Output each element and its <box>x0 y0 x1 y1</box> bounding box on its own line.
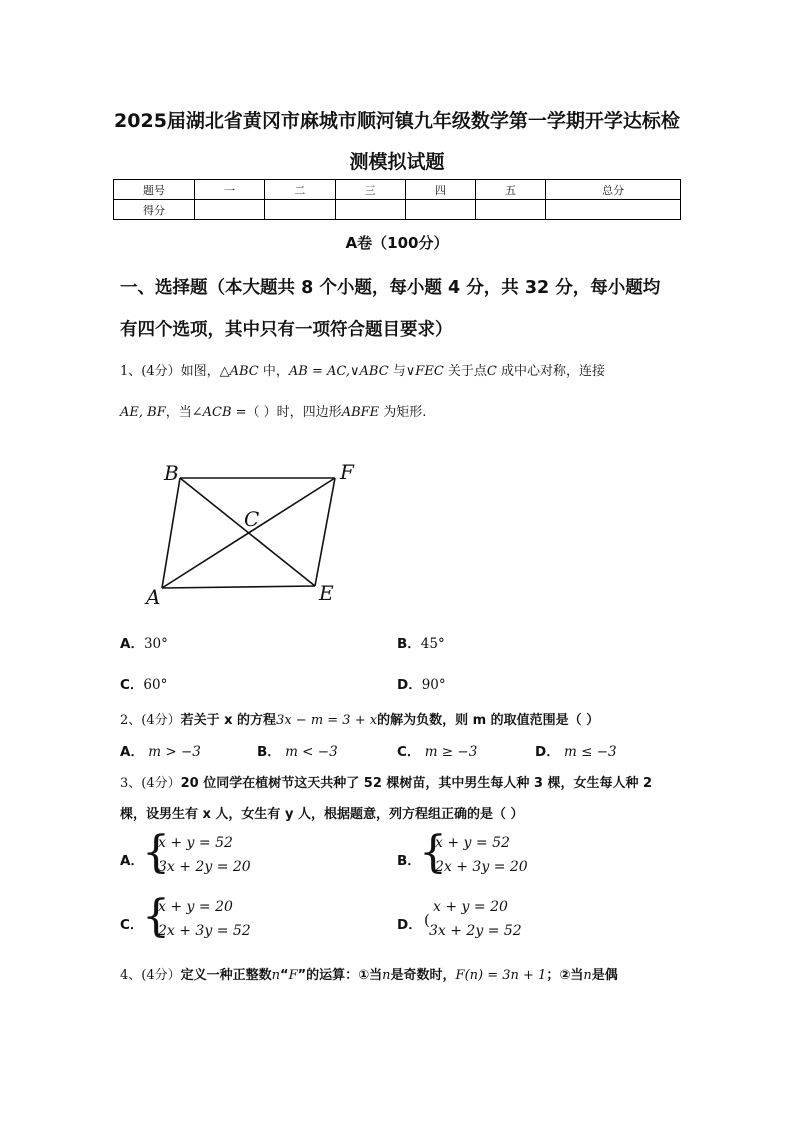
question-3-line1 <box>120 772 652 791</box>
left-brace: { <box>142 891 170 942</box>
q4-text: ；②当 <box>546 968 584 983</box>
q4-var: F <box>288 968 298 983</box>
score-cell[interactable] <box>546 200 681 220</box>
q1-text: 为矩形. <box>379 405 427 420</box>
segment-be <box>180 478 315 586</box>
left-brace: { <box>142 827 170 878</box>
part1-heading-line1: 一、选择题（本大题共 8 个小题，每小题 4 分，共 32 分，每小题均 <box>120 278 661 298</box>
label-e: E <box>319 581 334 605</box>
q1-point-c: C <box>486 364 497 379</box>
q1-condition: AB = AC,∨ABC <box>288 364 389 379</box>
question-1-line2 <box>120 401 426 420</box>
score-table-header-cell: 总分 <box>546 180 681 200</box>
question-3-line2: 棵，设男生有 x 人，女生有 y 人，根据题意，列方程组正确的是（ ） <box>120 807 524 822</box>
equation-1: x + y = 52 <box>435 835 510 851</box>
segment-fe <box>315 478 335 586</box>
score-table-header-cell: 四 <box>405 180 475 200</box>
q1-option-c[interactable] <box>120 673 167 693</box>
q1-text: 与 <box>388 364 406 379</box>
left-brace: { <box>419 827 447 878</box>
q1-option-d[interactable] <box>397 673 446 693</box>
equation-2: 3x + 2y = 20 <box>158 859 251 875</box>
q4-text: 是奇数时， <box>390 968 456 983</box>
score-cell[interactable] <box>195 200 265 220</box>
option-label: B． <box>397 853 421 869</box>
q1-quadrilateral: ABFE <box>341 405 380 420</box>
score-row-label: 得分 <box>114 200 195 220</box>
score-table-header-row <box>114 180 681 200</box>
score-cell[interactable] <box>476 200 546 220</box>
label-b: B <box>164 461 179 485</box>
q4-text: 是偶 <box>591 968 618 983</box>
option-value: 90° <box>421 677 446 693</box>
label-a: A <box>146 585 161 609</box>
segment-ab <box>162 478 180 588</box>
q4-text: 定义一种正整数 <box>180 968 272 983</box>
section-a-heading: A卷（100分） <box>345 234 449 252</box>
q1-option-b[interactable] <box>397 632 445 652</box>
q1-option-a[interactable] <box>120 632 168 652</box>
q2-option-b[interactable] <box>257 740 338 760</box>
q2-option-c[interactable] <box>397 740 477 760</box>
option-value: 30° <box>143 636 168 652</box>
q2-text: 的解为负数，则 m 的取值范围是（ ） <box>377 713 600 728</box>
equation-1: x + y = 52 <box>158 835 233 851</box>
score-table-header-cell: 三 <box>335 180 405 200</box>
equation-1: x + y = 20 <box>158 899 233 915</box>
q2-option-a[interactable] <box>120 740 201 760</box>
q1-number: 1、(4分）如图， <box>120 364 220 379</box>
q1-triangle-fec: ∨FEC <box>405 364 444 379</box>
question-4 <box>120 964 618 983</box>
option-label: A． <box>120 636 144 652</box>
q4-var: n <box>583 968 592 983</box>
option-label: B． <box>397 636 421 652</box>
option-label: A． <box>120 853 144 869</box>
score-table-header-cell: 二 <box>265 180 335 200</box>
left-brace-small: ( <box>424 911 430 929</box>
q1-text: （ ）时，四边形 <box>246 405 342 420</box>
part1-heading-line2: 有四个选项，其中只有一项符合题目要求） <box>120 320 453 340</box>
score-table-header-cell: 五 <box>476 180 546 200</box>
q1-triangle: △ABC <box>219 364 259 379</box>
q1-text: 中， <box>258 364 289 379</box>
question-1-line1 <box>120 360 605 379</box>
option-label: C． <box>120 677 144 693</box>
option-value: m ≥ −3 <box>424 744 478 760</box>
score-table-header-cell: 题号 <box>114 180 195 200</box>
q4-number: 4、(4分） <box>120 968 181 983</box>
option-value: m < −3 <box>285 744 338 760</box>
option-label: D． <box>397 677 422 693</box>
score-cell[interactable] <box>405 200 475 220</box>
q4-text: “ <box>280 968 289 983</box>
score-cell[interactable] <box>265 200 335 220</box>
equation-2: 2x + 3y = 52 <box>158 923 251 939</box>
exam-title-line2: 测模拟试题 <box>349 151 445 173</box>
q1-geometry-figure <box>140 456 370 616</box>
segment-ea <box>162 586 315 588</box>
score-table <box>113 179 681 220</box>
option-label: D． <box>397 917 422 933</box>
equation-2: 2x + 3y = 20 <box>435 859 528 875</box>
q2-text: 若关于 x 的方程 <box>180 713 277 728</box>
q2-number: 2、(4分） <box>120 713 181 728</box>
option-label: B． <box>257 744 281 760</box>
option-value: 60° <box>143 677 168 693</box>
q4-formula: F(n) = 3n + 1 <box>455 968 547 983</box>
option-label: A． <box>120 744 144 760</box>
segment-af <box>162 478 335 588</box>
q1-text: 关于点 <box>443 364 487 379</box>
label-f: F <box>340 460 354 484</box>
option-value: m > −3 <box>148 744 201 760</box>
q1-angle: ∠ACB = <box>191 405 247 420</box>
option-label: C． <box>120 917 144 933</box>
q2-option-d[interactable] <box>535 740 617 760</box>
q2-equation: 3x − m = 3 + x <box>276 713 378 728</box>
question-2 <box>120 709 599 728</box>
option-label: D． <box>535 744 560 760</box>
q3-text: 20 位同学在植树节这天共种了 52 棵树苗，其中男生每人种 3 棵，女生每人种 2 <box>180 776 653 791</box>
score-table-header-cell: 一 <box>195 180 265 200</box>
score-cell[interactable] <box>335 200 405 220</box>
score-table-score-row <box>114 200 681 220</box>
label-c: C <box>244 507 260 531</box>
equation-2: 3x + 2y = 52 <box>429 923 522 939</box>
option-value: 45° <box>420 636 445 652</box>
option-label: C． <box>397 744 421 760</box>
q4-var: n <box>382 968 391 983</box>
q3-number: 3、(4分） <box>120 776 181 791</box>
q1-text: ，当 <box>165 405 192 420</box>
exam-title-line1: 2025届湖北省黄冈市麻城市顺河镇九年级数学第一学期开学达标检 <box>114 110 680 132</box>
q1-segments: AE, BF <box>120 405 166 420</box>
equation-1: x + y = 20 <box>433 899 508 915</box>
q4-text: ”的运算：①当 <box>297 968 383 983</box>
q1-text: 成中心对称，连接 <box>496 364 606 379</box>
option-value: m ≤ −3 <box>564 744 617 760</box>
q4-var: n <box>271 968 281 983</box>
